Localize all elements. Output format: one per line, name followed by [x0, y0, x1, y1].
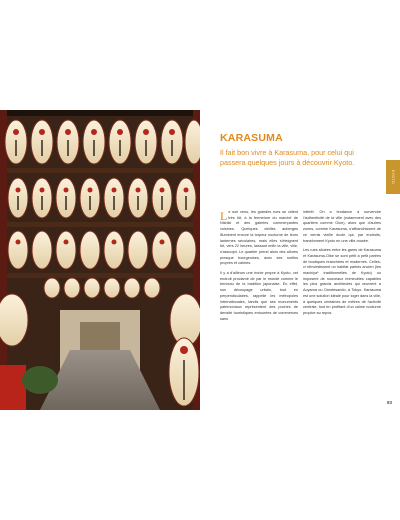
page-number: 83: [386, 400, 392, 405]
section-title: KARASUMA: [220, 132, 283, 144]
drop-cap: L: [220, 209, 228, 223]
paragraph: Il y a d'ailleurs une ironie propre à Kyoto, cet endroit proclamé de par le monde comme le berceau de la tradition japonaise. En effet, son découpage urbain, tout en perpendiculaires, rappelle les métropoles internationales, tandis que ses monuments patrimoniaux représentent des poches de densité touristiques entourées de commerces sans: [220, 271, 298, 321]
text-page: [200, 0, 400, 520]
side-tab-label: KYOTO: [391, 169, 395, 185]
side-tab: [386, 160, 400, 194]
text-column-right: [303, 210, 381, 321]
paragraph: Les rues situées entre les gares de Karasuma et Karasuma-Oike se sont petit à petit parées de boutiques branchées et modernes. Celles-ci réinvestissent un habitat parfois ancien (les machiya* traditionnelles de Kyoto) ou imposent de nouveaux immeubles capables les plus grands architectes qui œuvrent à Aoyama ou Omotesando, à Tokyo. Karasuma est une solution idéale pour loger dans la ville, à quelques centaines de mètres de l'activité centrale, tout en profitant d'un calme nocturne propice au repos.: [303, 248, 381, 315]
lanterns-photo: [0, 110, 200, 410]
text-column-left: [220, 210, 298, 326]
paragraph: intérêt. On a tendance à survendre l'authenticité de la ville (notamment avec des quartiers comme Gion), alors que d'autres zones, comme Karasuma, s'affranchissent de ce vernis vieille école qui, par endroits, transforment Kyoto en une ville-musée.: [303, 210, 381, 243]
intro-text: Il fait bon vivre à Karasuma, pour celui qui passera quelques jours à découvrir Kyoto.: [220, 148, 355, 167]
paragraph: Le soir venu, les grandes rues se vident très tôt, à la fermeture du marché de Nishiki et des galeries commerçantes voisines. Quelques vieilles auberges illuminent encore la torpeur nocturne de leurs lanternes séculaires, mais elles s'éteignent tôt, vers 22 heures, laissant enfin la ville, ville, s'assoupir. Le quartier prend alors des allures presque bourgeoises, avec ses ruelles propres et calmes.: [220, 209, 298, 266]
